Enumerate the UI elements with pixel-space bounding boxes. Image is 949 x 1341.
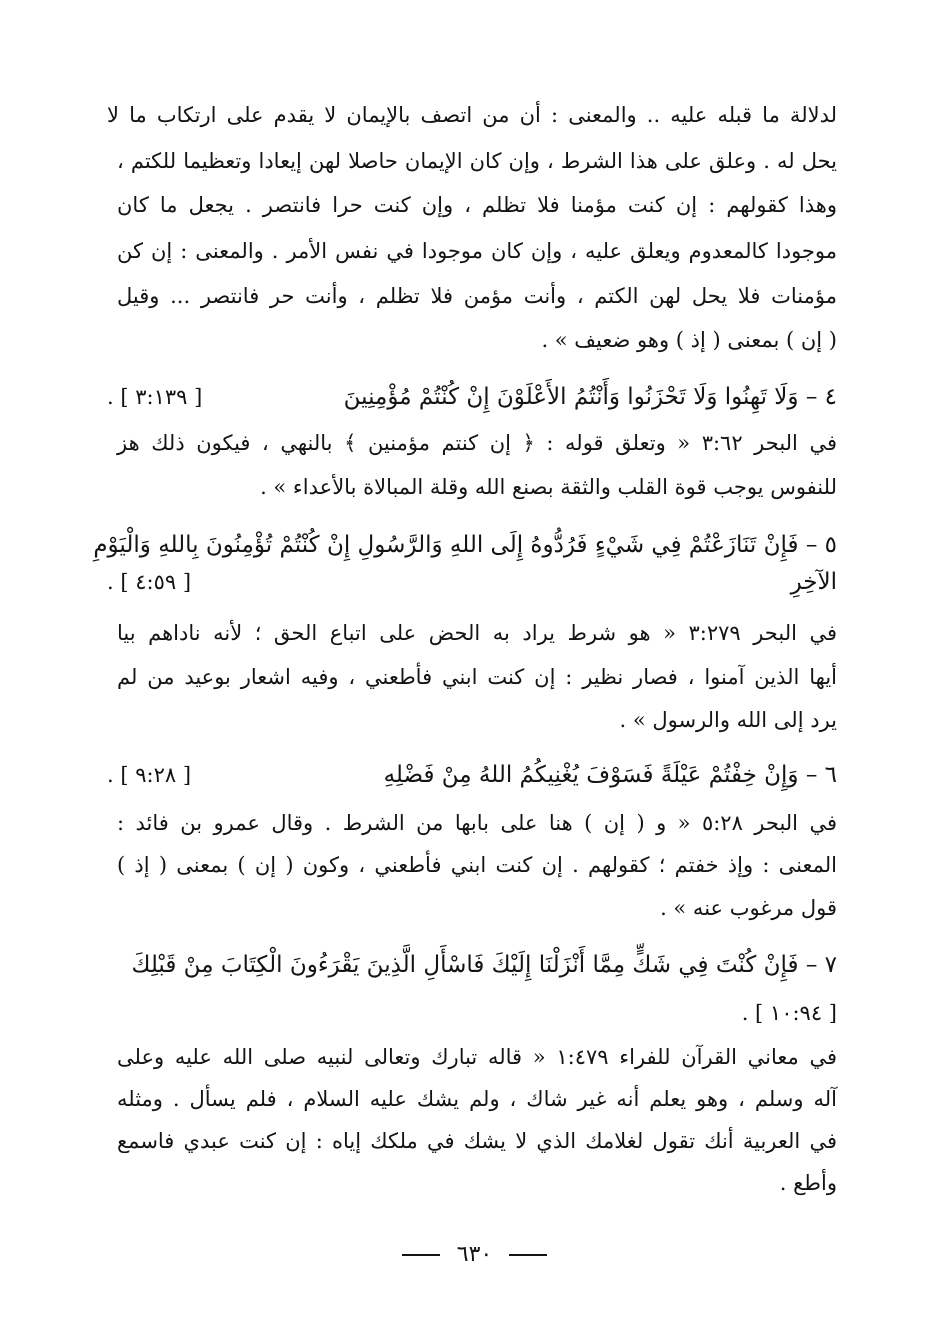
commentary-6-line-2: المعنى : وإذ خفتم ؛ كقولهم . إن كنت ابني فأطعني ، وكون ( إن ) بمعنى ( إذ ) — [117, 853, 837, 877]
page-footer — [0, 1240, 949, 1270]
intro-line-3: وهذا كقولهم : إن كنت مؤمنا فلا تظلم ، وإن كنت حرا فانتصر . يجعل ما كان — [117, 193, 837, 217]
commentary-5-line-2: أيها الذين آمنوا ، فصار نظير : إن كنت ابني فأطعني ، وفيه اشعار بوعيد من لم — [117, 665, 837, 689]
commentary-6-line-1: في البحر ٥:٢٨ « و ( إن ) هنا على بابها من الشرط . وقال عمرو بن فائد : — [117, 811, 837, 835]
verse-6-reference: [ ٩:٢٨ ] . — [107, 763, 192, 787]
verse-7-reference: [ ١٠:٩٤ ] . — [741, 1001, 837, 1025]
intro-line-2: يحل له . وعلق على هذا الشرط ، وإن كان الإيمان حاصلا لهن إيعادا وتعظيما للكتم ، — [117, 149, 837, 173]
commentary-6-line-3: قول مرغوب عنه » . — [660, 896, 837, 920]
page-number: ٦٣٠ — [456, 1242, 493, 1267]
verse-5 — [93, 528, 837, 562]
verse-6 — [107, 758, 837, 792]
intro-line-5: مؤمنات فلا يحل لهن الكتم ، وأنت مؤمن فلا تظلم ، وأنت حر فانتصر ... وقيل — [117, 284, 837, 308]
commentary-7-line-1: في معاني القرآن للفراء ١:٤٧٩ « قاله تبارك وتعالى لنبيه صلى الله عليه وعلى — [117, 1045, 838, 1069]
commentary-4-line-2: للنفوس يوجب قوة القلب والثقة بصنع الله وقلة المبالاة بالأعداء » . — [260, 475, 837, 499]
intro-line-1: لدلالة ما قبله عليه .. والمعنى : أن من اتصف بالإيمان لا يقدم على ارتكاب ما لا — [107, 103, 837, 127]
verse-5-continuation — [107, 565, 837, 599]
footer-rule-left — [402, 1254, 440, 1256]
commentary-7-line-4: وأطع . — [779, 1171, 837, 1195]
footer-rule-right — [509, 1254, 547, 1256]
verse-7-text: ٧ – فَإِنْ كُنْتَ فِي شَكٍّ مِمَّا أَنْزَلْنَا إِلَيْكَ فَاسْأَلِ الَّذِينَ يَقْرَءُونَ الْكِتَابَ مِنْ قَبْلِكَ — [131, 952, 837, 978]
commentary-5-line-3: يرد إلى الله والرسول » . — [619, 708, 837, 732]
commentary-7-line-3: في العربية أنك تقول لغلامك الذي لا يشك في ملكك إياه : إن كنت عبدي فاسمع — [117, 1129, 837, 1153]
verse-6-text: ٦ – وَإِنْ خِفْتُمْ عَيْلَةً فَسَوْفَ يُغْنِيكُمُ اللهُ مِنْ فَضْلِهِ — [383, 762, 837, 788]
verse-5-text-cont: الآخِرِ — [790, 569, 837, 595]
commentary-5-line-1: في البحر ٣:٢٧٩ « هو شرط يراد به الحض على اتباع الحق ؛ لأنه ناداهم بيا — [117, 621, 837, 645]
intro-line-4: موجودا كالمعدوم ويعلق عليه ، وإن كان موجودا في نفس الأمر . والمعنى : إن كن — [117, 239, 837, 263]
verse-7 — [107, 948, 837, 982]
verse-5-reference: [ ٤:٥٩ ] . — [107, 570, 192, 594]
intro-line-6: ( إن ) بمعنى ( إذ ) وهو ضعيف » . — [541, 328, 837, 352]
verse-5-text: ٥ – فَإِنْ تَنَازَعْتُمْ فِي شَيْءٍ فَرُدُّوهُ إِلَى اللهِ وَالرَّسُولِ إِنْ كُنْتُمْ تُؤْمِنُونَ بِاللهِ وَالْيَوْمِ — [93, 532, 837, 558]
verse-4 — [107, 380, 837, 414]
verse-4-text: ٤ – وَلَا تَهِنُوا وَلَا تَحْزَنُوا وَأَنْتُمُ الأَعْلَوْنَ إِنْ كُنْتُمْ مُؤْمِنِينَ — [343, 384, 837, 410]
commentary-4-line-1: في البحر ٣:٦٢ « وتعلق قوله : ﴿ إن كنتم مؤمنين ﴾ بالنهي ، فيكون ذلك هز — [117, 431, 837, 455]
verse-4-reference: [ ٣:١٣٩ ] . — [107, 385, 203, 409]
commentary-7-line-2: آله وسلم ، وهو يعلم أنه غير شاك ، ولم يشك عليه السلام ، فلم يسأل . ومثله — [117, 1087, 837, 1111]
